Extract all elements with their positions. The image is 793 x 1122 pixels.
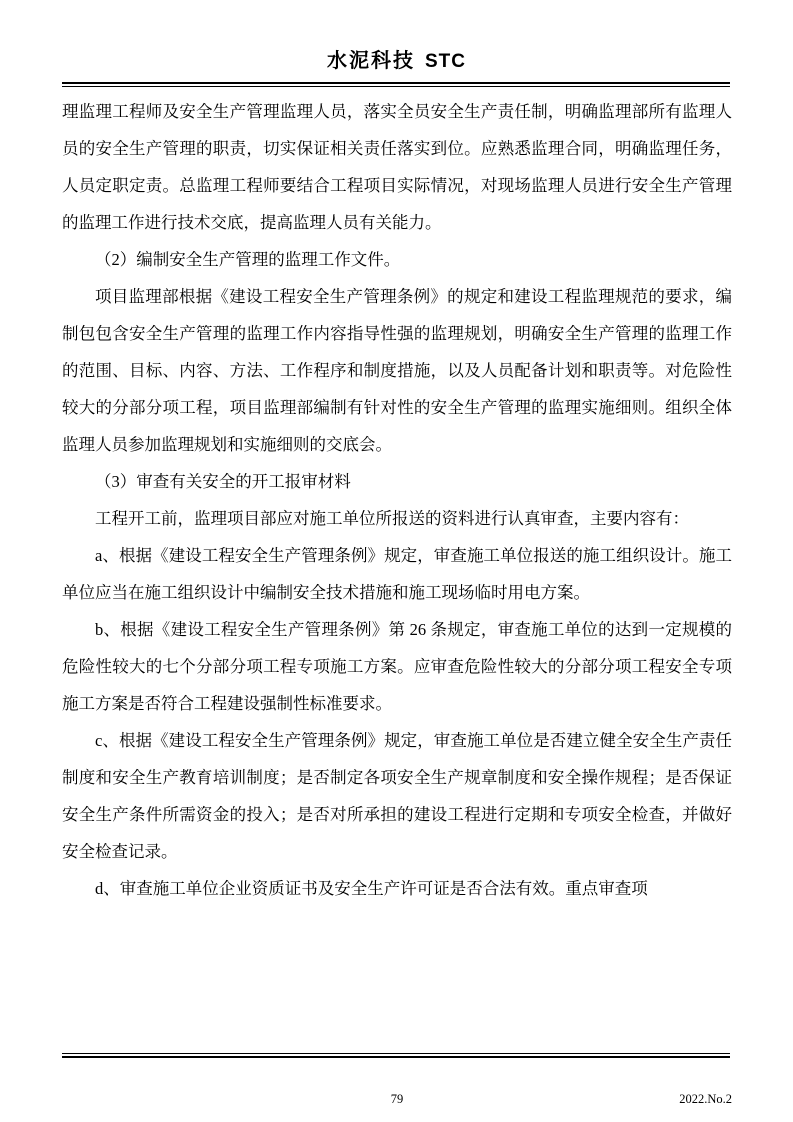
paragraph: 项目监理部根据《建设工程安全生产管理条例》的规定和建设工程监理规范的要求，编制包包含安全生产管理的监理工作内容指导性强的监理规划，明确安全生产管理的监理工作的范围、目标、内容、方法、工作程序和制度措施，以及人员配备计划和职责等。对危险性较大的分部分项工程，项目监理部编制有针对性的安全生产管理的监理实施细则。组织全体监理人员参加监理规划和实施细则的交底会。 xyxy=(62,287,732,454)
paragraph: （3）审查有关安全的开工报审材料 xyxy=(95,472,351,491)
page-header xyxy=(0,44,793,73)
header-divider xyxy=(62,82,730,87)
paragraph: （2）编制安全生产管理的监理工作文件。 xyxy=(95,250,401,269)
paragraph: 理监理工程师及安全生产管理监理人员，落实全员安全生产责任制，明确监理部所有监理人员的安全生产管理的职责，切实保证相关责任落实到位。应熟悉监理合同，明确监理任务，人员定职定责。总监理工程师要结合工程项目实际情况，对现场监理人员进行安全生产管理的监理工作进行技术交底，提高监理人员有关能力。 xyxy=(62,102,732,232)
paragraph: d、审查施工单位企业资质证书及安全生产许可证是否合法有效。重点审查项 xyxy=(95,879,648,898)
paragraph: c、根据《建设工程安全生产管理条例》规定，审查施工单位是否建立健全安全生产责任制度和安全生产教育培训制度；是否制定各项安全生产规章制度和安全操作规程；是否保证安全生产条件所需资金的投入；是否对所承担的建设工程进行定期和专项安全检查，并做好安全检查记录。 xyxy=(62,731,732,861)
paragraph: 工程开工前，监理项目部应对施工单位所报送的资料进行认真审查，主要内容有： xyxy=(95,509,689,528)
journal-abbreviation: STC xyxy=(425,51,466,72)
body-text xyxy=(62,93,732,907)
issue-label: 2022.No.2 xyxy=(679,1092,732,1106)
footer-divider xyxy=(62,1053,730,1058)
journal-title: 水泥科技 xyxy=(327,50,415,72)
paragraph: a、根据《建设工程安全生产管理条例》规定，审查施工单位报送的施工组织设计。施工单位应当在施工组织设计中编制安全技术措施和施工现场临时用电方案。 xyxy=(62,546,732,602)
paragraph: b、根据《建设工程安全生产管理条例》第 26 条规定，审查施工单位的达到一定规模的危险性较大的七个分部分项工程专项施工方案。应审查危险性较大的分部分项工程安全专项施工方案是否符合工程建设强制性标准要求。 xyxy=(62,620,732,713)
page-number: 79 xyxy=(390,1092,404,1106)
